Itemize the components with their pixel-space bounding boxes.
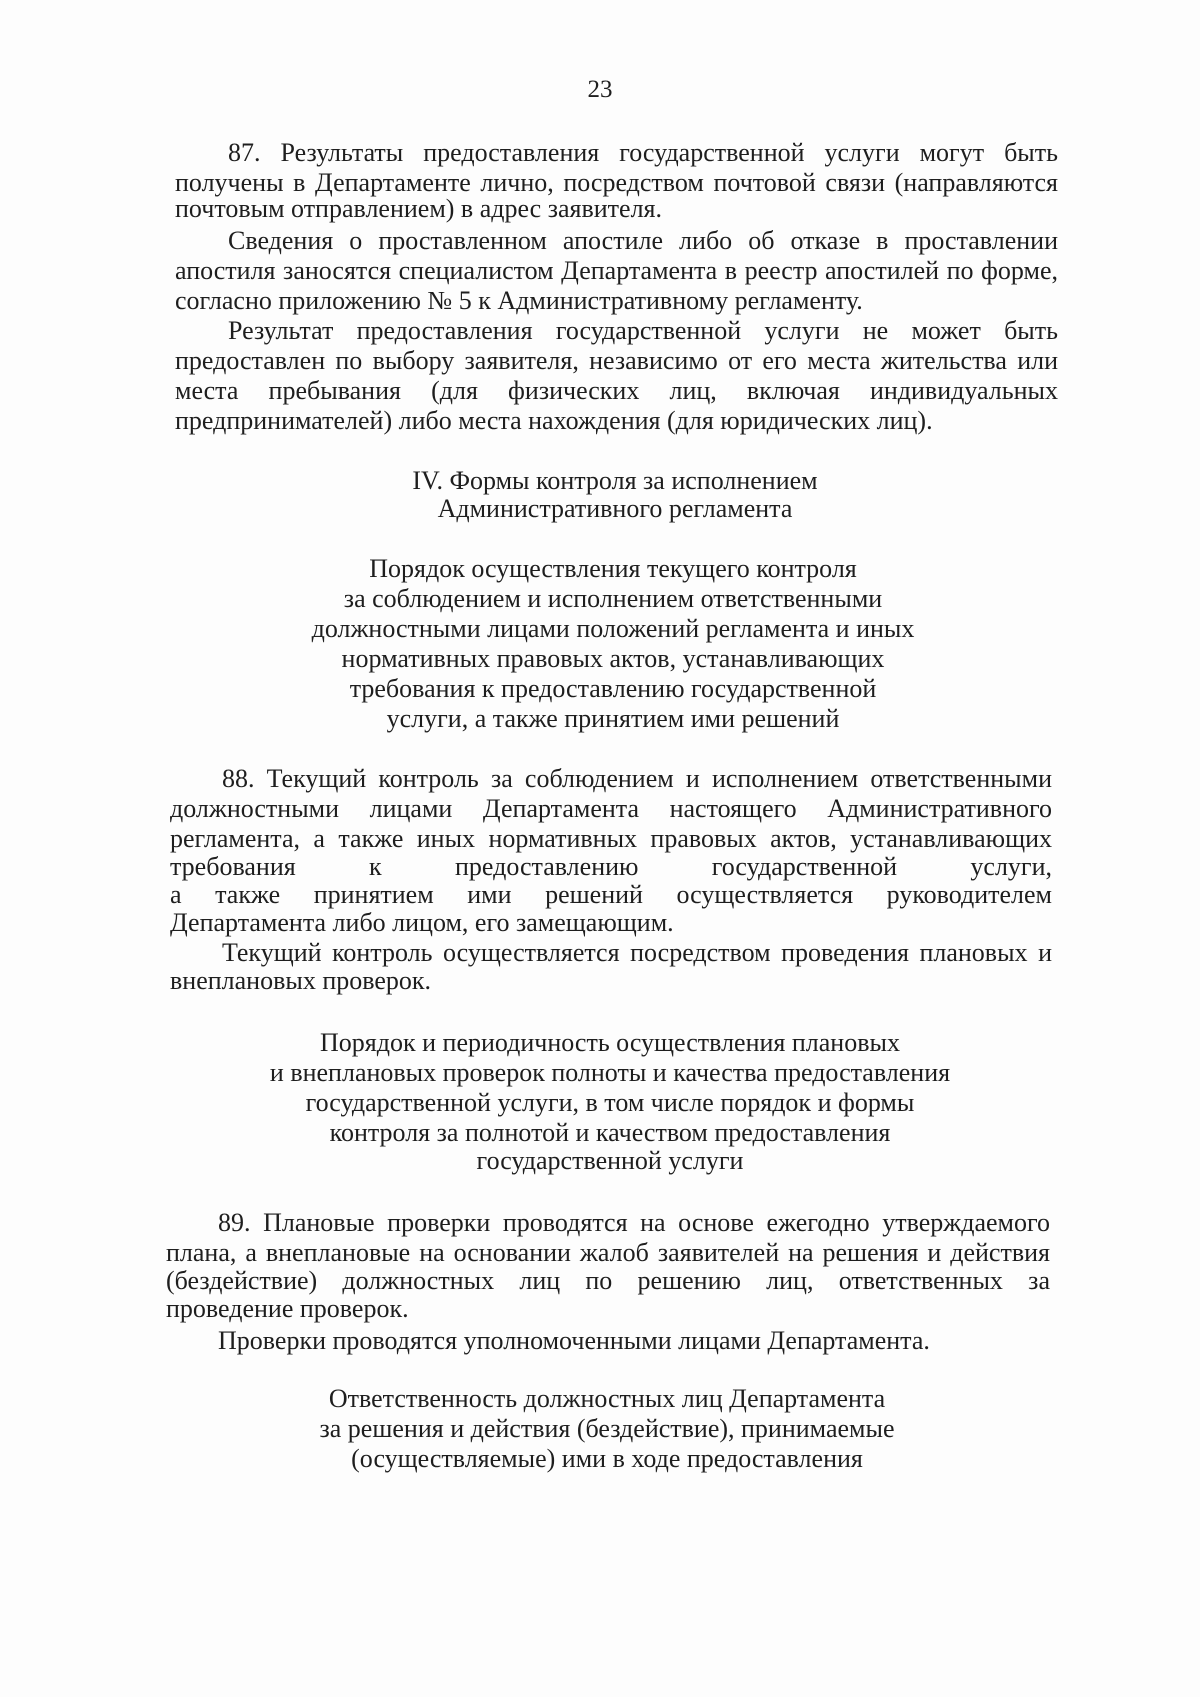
text-line: требования к предоставлению государственной услуги, bbox=[170, 852, 1052, 881]
heading-line: и внеплановых проверок полноты и качества предоставления bbox=[269, 1058, 951, 1087]
heading-line: за решения и действия (бездействие), принимаемые bbox=[319, 1414, 895, 1443]
text-line: предпринимателей) либо места нахождения (для юридических лиц). bbox=[175, 406, 933, 435]
heading-line: должностными лицами положений регламента и иных bbox=[311, 614, 915, 643]
text-line: Результат предоставления государственной услуги не может быть bbox=[228, 316, 1058, 345]
text-line: согласно приложению № 5 к Административному регламенту. bbox=[175, 286, 863, 315]
text-line: (бездействие) должностных лиц по решению лиц, ответственных за bbox=[166, 1266, 1050, 1295]
heading-line: контроля за полнотой и качеством предоставления bbox=[329, 1118, 891, 1147]
heading-line: государственной услуги, в том числе порядок и формы bbox=[305, 1088, 915, 1117]
text-line: Текущий контроль осуществляется посредством проведения плановых и bbox=[222, 938, 1052, 967]
heading-line: государственной услуги bbox=[476, 1146, 744, 1175]
heading-line: за соблюдением и исполнением ответственными bbox=[343, 584, 883, 613]
heading-line: (осуществляемые) ими в ходе предоставления bbox=[351, 1444, 863, 1473]
text-line: а также принятием ими решений осуществляется руководителем bbox=[170, 880, 1052, 909]
heading-line: Порядок и периодичность осуществления плановых bbox=[320, 1028, 900, 1057]
heading-line: Ответственность должностных лиц Департамента bbox=[328, 1384, 886, 1413]
text-line: Сведения о проставленном апостиле либо об отказе в проставлении bbox=[228, 226, 1058, 255]
heading-line: нормативных правовых актов, устанавливающих bbox=[341, 644, 885, 673]
text-line: должностными лицами Департамента настоящего Административного bbox=[170, 794, 1052, 823]
text-line: Департамента либо лицом, его замещающим. bbox=[170, 908, 674, 937]
text-line: места пребывания (для физических лиц, включая индивидуальных bbox=[175, 376, 1058, 405]
text-line: 88. Текущий контроль за соблюдением и исполнением ответственными bbox=[222, 764, 1052, 793]
text-line: 89. Плановые проверки проводятся на основе ежегодно утверждаемого bbox=[218, 1208, 1050, 1237]
text-line: апостиля заносятся специалистом Департамента в реестр апостилей по форме, bbox=[175, 256, 1058, 285]
text-line: Проверки проводятся уполномоченными лицами Департамента. bbox=[218, 1326, 930, 1355]
page-number: 23 bbox=[587, 76, 613, 103]
heading-line: требования к предоставлению государственной bbox=[349, 674, 877, 703]
heading-line: услуги, а также принятием ими решений bbox=[386, 704, 840, 733]
text-line: регламента, а также иных нормативных правовых актов, устанавливающих bbox=[170, 824, 1052, 853]
text-line: почтовым отправлением) в адрес заявителя. bbox=[175, 194, 663, 223]
text-line: плана, а внеплановые на основании жалоб заявителей на решения и действия bbox=[166, 1238, 1050, 1267]
text-line: получены в Департаменте лично, посредством почтовой связи (направляются bbox=[175, 168, 1058, 197]
text-line: предоставлен по выбору заявителя, независимо от его места жительства или bbox=[175, 346, 1058, 375]
text-line: 87. Результаты предоставления государственной услуги могут быть bbox=[228, 138, 1058, 167]
heading-line: Порядок осуществления текущего контроля bbox=[369, 554, 857, 583]
text-line: проведение проверок. bbox=[166, 1294, 409, 1323]
heading-line: Административного регламента bbox=[437, 494, 793, 523]
text-line: внеплановых проверок. bbox=[170, 966, 432, 995]
heading-line: IV. Формы контроля за исполнением bbox=[412, 466, 818, 495]
